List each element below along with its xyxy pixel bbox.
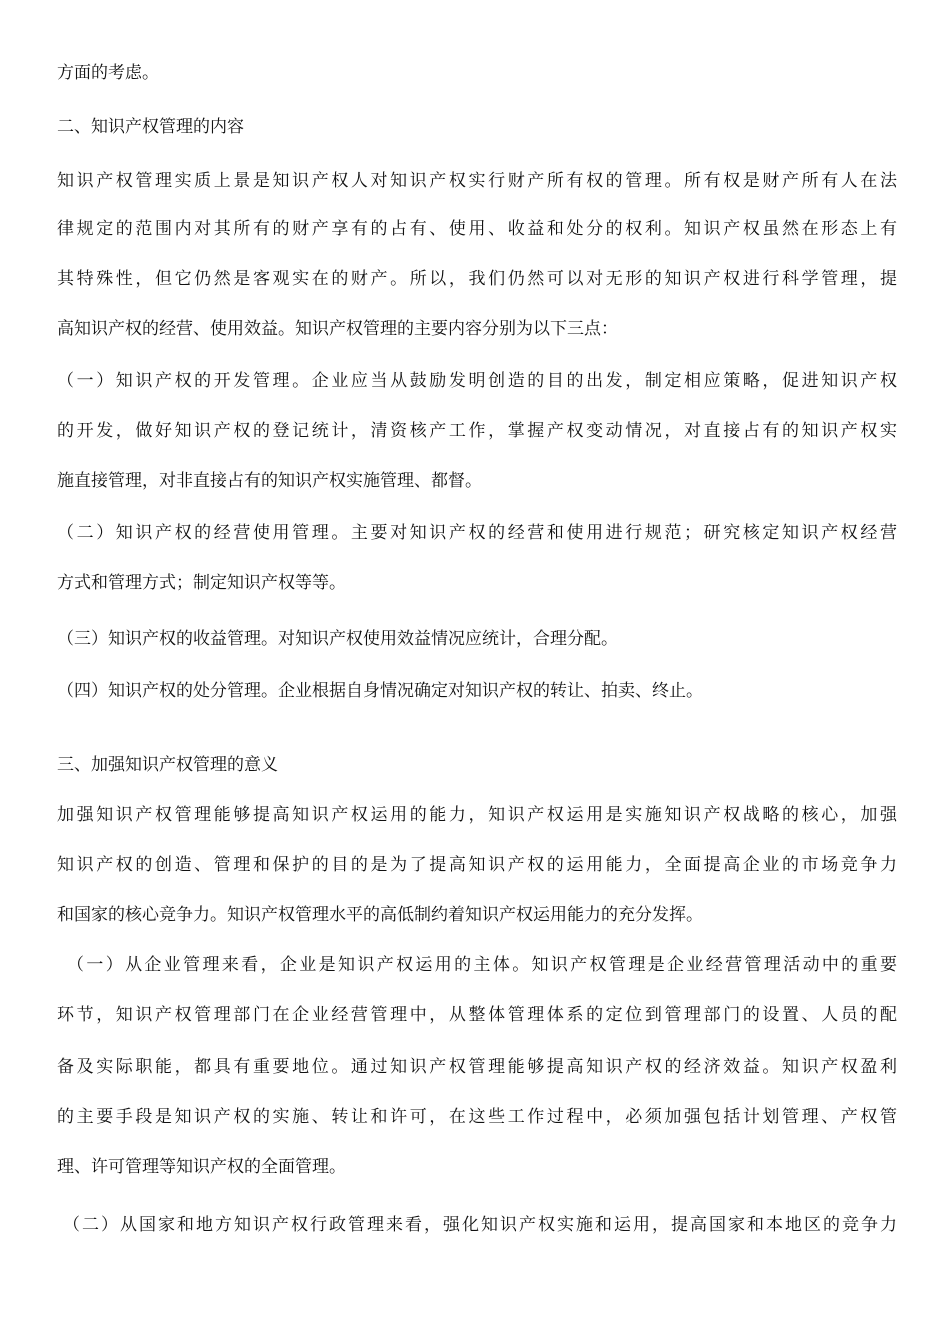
text-line: 知识产权管理实质上景是知识产权人对知识产权实行财产所有权的管理。所有权是财产所有人在法: [57, 171, 897, 191]
text-line: （一）从企业管理来看，企业是知识产权运用的主体。知识产权管理是企业经营管理活动中的重要: [67, 955, 897, 975]
text-line: 其特殊性，但它仍然是客观实在的财产。所以，我们仍然可以对无形的知识产权进行科学管理，提: [57, 269, 897, 289]
text-line: 律规定的范围内对其所有的财产享有的占有、使用、收益和处分的权利。知识产权虽然在形态上有: [57, 219, 897, 239]
text-line: 施直接管理，对非直接占有的知识产权实施管理、都督。: [57, 471, 482, 491]
text-line: 方式和管理方式；制定知识产权等等。: [57, 573, 346, 593]
text-line: （四）知识产权的处分管理。企业根据自身情况确定对知识产权的转让、拍卖、终止。: [57, 681, 703, 701]
text-line: 环节，知识产权管理部门在企业经营管理中，从整体管理体系的定位到管理部门的设置、人员的配: [57, 1005, 897, 1025]
text-line: 备及实际职能，都具有重要地位。通过知识产权管理能够提高知识产权的经济效益。知识产权盈利: [57, 1057, 897, 1077]
text-line: 理、许可管理等知识产权的全面管理。: [57, 1157, 346, 1177]
text-line: 方面的考虑。: [57, 63, 159, 83]
text-line: 三、加强知识产权管理的意义: [57, 755, 278, 775]
text-line: （二）知识产权的经营使用管理。主要对知识产权的经营和使用进行规范；研究核定知识产权经营: [57, 523, 897, 543]
text-line: 知识产权的创造、管理和保护的目的是为了提高知识产权的运用能力，全面提高企业的市场竞争力: [57, 855, 897, 875]
text-line: （一）知识产权的开发管理。企业应当从鼓励发明创造的目的出发，制定相应策略，促进知识产权: [57, 371, 897, 391]
text-line: 高知识产权的经营、使用效益。知识产权管理的主要内容分别为以下三点：: [57, 319, 618, 339]
text-line: 加强知识产权管理能够提高知识产权运用的能力，知识产权运用是实施知识产权战略的核心，加强: [57, 805, 897, 825]
text-line: 二、知识产权管理的内容: [57, 117, 244, 137]
text-line: 的开发，做好知识产权的登记统计，清资核产工作，掌握产权变动情况，对直接占有的知识产权实: [57, 421, 897, 441]
text-line: 和国家的核心竞争力。知识产权管理水平的高低制约着知识产权运用能力的充分发挥。: [57, 905, 703, 925]
text-line: （三）知识产权的收益管理。对知识产权使用效益情况应统计，合理分配。: [57, 629, 618, 649]
text-line: （二）从国家和地方知识产权行政管理来看，强化知识产权实施和运用，提高国家和本地区的竞争力: [63, 1215, 897, 1235]
text-line: 的主要手段是知识产权的实施、转让和许可，在这些工作过程中，必须加强包括计划管理、产权管: [57, 1107, 897, 1127]
